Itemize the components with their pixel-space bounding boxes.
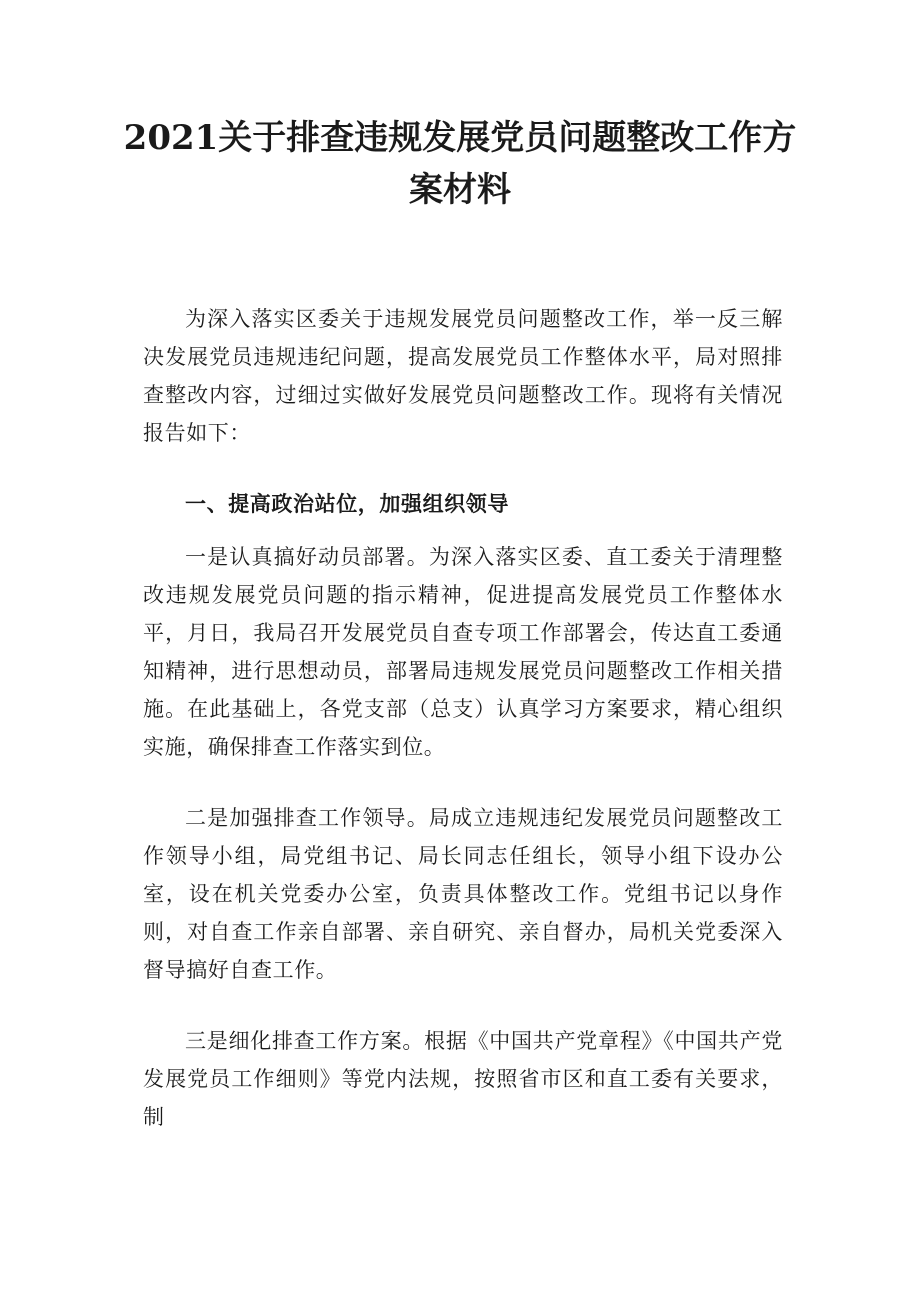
paragraph-3: 三是细化排查工作方案。根据《中国共产党章程》《中国共产党发展党员工作细则》等党内法规，按照省市区和直工委有关要求，制 xyxy=(143,1029,783,1129)
paragraph-2: 二是加强排查工作领导。局成立违规违纪发展党员问题整改工作领导小组，局党组书记、局长同志任组长，领导小组下设办公室，设在机关党委办公室，负责具体整改工作。党组书记以身作则，对自查工作亲自部署、亲自研究、亲自督办，局机关党委深入督导搞好自查工作。 xyxy=(143,806,783,982)
document-body xyxy=(143,300,783,1169)
intro-paragraph: 为深入落实区委关于违规发展党员问题整改工作，举一反三解决发展党员违规违纪问题，提高发展党员工作整体水平，局对照排查整改内容，过细过实做好发展党员问题整改工作。现将有关情况报告如下： xyxy=(143,307,783,445)
section-heading: 一、提高政治站位，加强组织领导 xyxy=(185,492,509,516)
document-title: 2021关于排查违规发展党员问题整改工作方案材料 xyxy=(123,118,797,210)
paragraph-1: 一是认真搞好动员部署。为深入落实区委、直工委关于清理整改违规发展党员问题的指示精神，促进提高发展党员工作整体水平，月日，我局召开发展党员自查专项工作部署会，传达直工委通知精神，进行思想动员，部署局违规发展党员问题整改工作相关措施。在此基础上，各党支部（总支）认真学习方案要求，精心组织实施，确保排查工作落实到位。 xyxy=(143,545,783,759)
